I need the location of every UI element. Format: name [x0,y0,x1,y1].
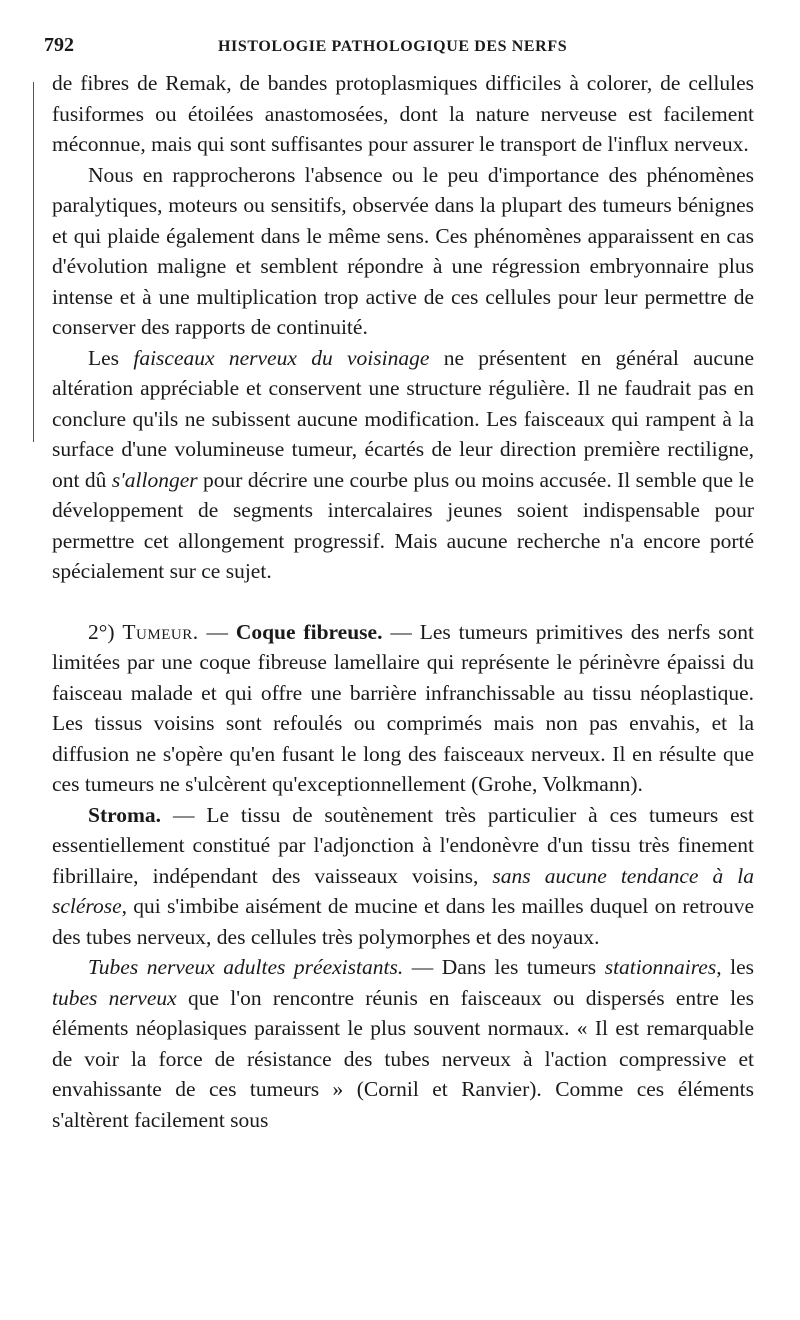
emphasis-tubes-nerveux: tubes nerveux [52,985,177,1010]
page-number: 792 [44,34,74,56]
paragraph-tumeur-coque: 2°) Tumeur. — Coque fibreuse. — Les tumeurs primitives des nerfs sont limitées par une coque fibreuse lamellaire qui représente le périnèvre épaissi du faisceau malade et qui offre une barrière infranchissable au tissu néoplastique. Les tissus voisins sont refoulés ou comprimés mais non pas envahis, et la diffusion ne s'opère qu'en fusant le long des faisceaux nerveux. Il en résulte que ces tumeurs ne s'ulcèrent qu'exceptionnellement (Grohe, Volkmann). [52,619,755,796]
heading-stroma: Stroma. [88,802,162,827]
heading-coque-fibreuse: Coque fibreuse. [235,619,383,644]
section-label: Tumeur. [122,619,199,644]
paragraph-stroma: Stroma. — Le tissu de soutènement très particulier à ces tumeurs est essentiellement constitué par l'adjonction à l'endonèvre d'un tissu très finement fibrillaire, indépendant des vaisseaux voisins, sans aucune tendance à la sclérose, qui s'imbibe aisément de mucine et dans les mailles duquel on retrouve des tubes nerveux, des cellules très polymorphes et des noyaux. [52,802,754,949]
page-header [44,34,754,64]
emphasis-neighbor-bundles: faisceaux nerveux du voisinage [133,345,430,370]
body-text [52,68,754,1135]
paragraph-neighbor-bundles: Les faisceaux nerveux du voisinage ne présentent en général aucune altération appréciable et conservent une structure régulière. Il ne faudrait pas en conclure qu'ils ne subissent aucune modification. Les faisceaux qui rampent à la surface d'une volumineuse tumeur, écartés de leur direction première rectiligne, ont dû s'allonger pour décrire une courbe plus ou moins accusée. Il semble que le développement de segments intercalaires jeunes soient indispensable pour permettre cet allongement progressif. Mais aucune recherche n'a encore porté spécialement sur ce sujet. [52,345,755,583]
emphasis-allonger: s'allonger [111,467,198,492]
paragraph-tubes-nerveux: Tubes nerveux adultes préexistants. — Dans les tumeurs stationnaires, les tubes nerveux que l'on rencontre réunis en faisceaux ou dispersés entre les éléments néoplasiques paraissent le plus souvent normaux. « Il est remarquable de voir la force de résistance des tubes nerveux à l'action compressive et envahissante de ces tumeurs » (Cornil et Ranvier). Comme ces éléments s'altèrent facilement sous [52,955,754,1132]
running-title: HISTOLOGIE PATHOLOGIQUE DES NERFS [218,38,568,55]
section-gap [52,587,754,617]
heading-tubes-nerveux: Tubes nerveux adultes préexistants. [88,955,404,979]
paragraph-remak: de fibres de Remak, de bandes protoplasmiques difficiles à colorer, de cellules fusiformes ou étoilées anastomosées, dont la nature nerveuse est facilement méconnue, mais qui sont suffisantes pour assurer le transport de l'influx nerveux. [52,71,754,156]
paragraph-paralysis: Nous en rapprocherons l'absence ou le peu d'importance des phénomènes paralytiques, moteurs ou sensitifs, observée dans la plupart des tumeurs bénignes et qui plaide également dans le même sens. Ces phénomènes apparaissent en cas d'évolution maligne et semblent répondre à une régression embryonnaire plus intense et à une multiplication trop active de ces cellules pour leur permettre de conserver des rapports de continuité. [52,162,754,339]
emphasis-stationnaires: stationnaires [604,955,717,979]
margin-rule [33,82,34,442]
emphasis-sclerose: sans aucune tendance à la sclérose [52,863,754,918]
